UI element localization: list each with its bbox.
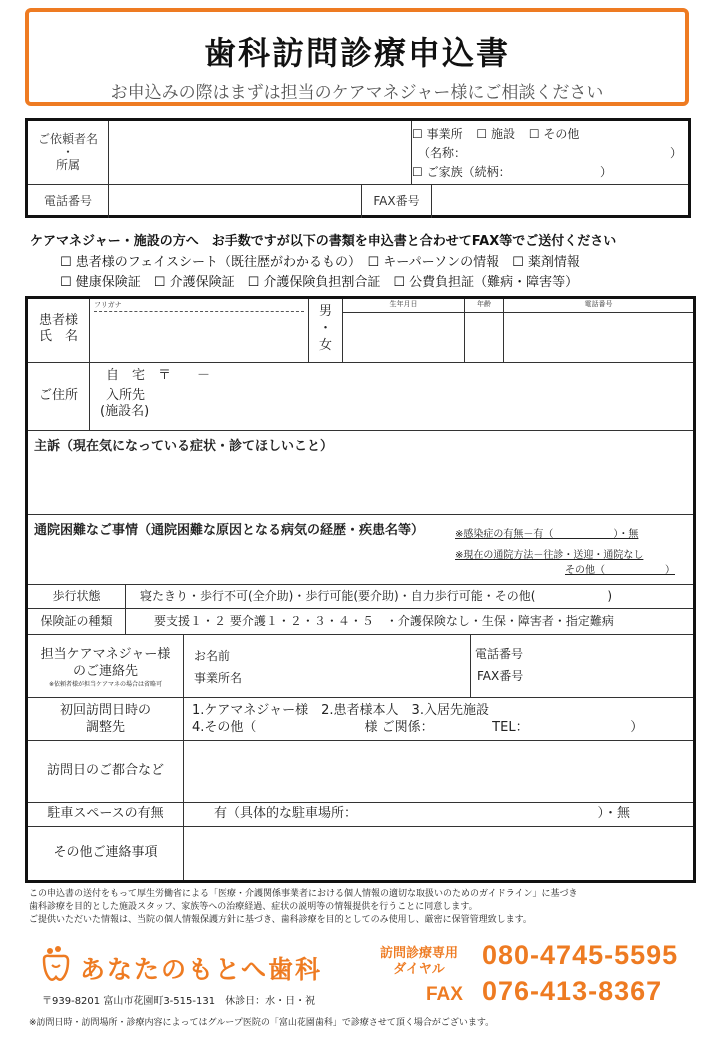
furigana-label: フリガナ — [94, 301, 122, 309]
complaint-label: 主訴（現在気になっている症状・診てほしいこと） — [34, 439, 334, 454]
hotline-label-1: 訪問診療専用 — [380, 946, 459, 961]
patient-sex-cell[interactable] — [308, 299, 342, 362]
clinic-address: 〒939-8201 富山市花園町3-515-131 休診日：水・日・祝 — [42, 996, 316, 1007]
address-home: 自 宅 〒 － — [106, 368, 211, 383]
requester-name-label-cell — [28, 121, 108, 184]
requester-type-cell — [411, 121, 688, 184]
fax-label: FAX — [426, 984, 463, 1005]
header-box — [25, 8, 689, 106]
address-facility-1: 入所先 — [106, 388, 146, 403]
first-visit-options-2: 4.その他（ 様 ご関係： TEL： ） — [192, 720, 644, 735]
visit-day-label — [28, 740, 183, 802]
hotline-label-2: ダイヤル — [393, 962, 445, 977]
address-label-text: ご住所 — [38, 388, 78, 403]
current-method-note-1: ※現在の通院方法－往診・送迎・通院なし — [455, 550, 644, 561]
parking-label-text: 駐車スペースの有無 — [47, 806, 164, 821]
cm-name-label: お名前 — [194, 649, 231, 663]
documents-line-2: ☐ 健康保険証 ☐ 介護保険証 ☐ 介護保険負担割合証 ☐ 公費負担証（難病・障害等） — [60, 275, 579, 290]
infection-note: ※感染症の有無－有（ ）・無 — [455, 529, 639, 540]
age-label: 年齢 — [465, 299, 503, 313]
tooth-logo-icon — [38, 945, 74, 983]
other-label-text: その他ご連絡事項 — [53, 845, 158, 860]
facility-name-field-end: ） — [670, 146, 683, 160]
patient-name-label — [28, 299, 89, 362]
consent-line-3: ご提供いただいた情報は、当院の個人情報保護方針に基づき、歯科診療を目的としてのみ使用し、厳密に保管管理致します。 — [29, 915, 532, 925]
consent-line-1: この申込書の送付をもって厚生労働省による「医療・介護関係事業者における個人情報の適切な取扱いのためのガイドライン」に基づき — [29, 889, 578, 899]
complaint-cell[interactable] — [28, 430, 693, 514]
patient-phone-cell[interactable] — [504, 299, 693, 362]
requester-family — [412, 163, 688, 182]
current-method-note-2: その他（ ） — [565, 565, 675, 576]
requester-name-field[interactable] — [108, 121, 411, 184]
first-visit-options-1: 1.ケアマネジャー様 2.患者様本人 3.入居先施設 — [192, 703, 489, 718]
cm-phone-label: 電話番号 — [475, 647, 524, 661]
hotline-label — [380, 946, 458, 978]
documents-line-1: ☐ 患者様のフェイスシート（既往歴がわかるもの） ☐ キーパーソンの情報 ☐ 薬剤情報 — [60, 255, 580, 270]
address-label — [28, 362, 89, 430]
first-visit-label-2: 調整先 — [85, 720, 125, 735]
cm-note: ※依頼者様が担当ケアマネの場合は省略可 — [48, 681, 163, 688]
first-visit-label-1: 初回訪問日時の — [59, 703, 151, 718]
patient-age-cell[interactable] — [464, 299, 504, 362]
requester-fax-field[interactable] — [431, 184, 688, 218]
page-title: 歯科訪問診療申込書 — [203, 34, 510, 72]
other-label — [28, 826, 183, 880]
patient-name-label-1: 患者様 — [38, 313, 78, 328]
insurance-options[interactable] — [125, 608, 693, 634]
parking-label — [28, 802, 183, 826]
sex-female[interactable]: 女 — [318, 338, 332, 353]
insurance-label — [28, 608, 125, 634]
patient-phone-label: 電話番号 — [504, 299, 693, 313]
consent-line-2: 歯科診療を目的とした施設スタッフ、家族等への治療経過、症状の説明等の情報提供を行うことに同意します。 — [29, 902, 478, 912]
requester-phone-label — [28, 184, 108, 218]
care-manager-label — [28, 634, 183, 697]
cm-label-2: のご連絡先 — [72, 664, 138, 679]
visit-day-label-text: 訪問日のご都合など — [46, 763, 164, 778]
checkbox-other[interactable]: ☐ その他 — [528, 127, 580, 141]
family-field-end: ） — [600, 165, 613, 179]
requester-name-label: ご依頼者名 — [37, 132, 98, 146]
sex-male[interactable]: 男 — [318, 304, 332, 319]
address-facility-2: (施設名) — [100, 404, 150, 419]
parking-options[interactable] — [183, 802, 693, 826]
requester-facility-name — [412, 144, 688, 163]
documents-notice — [30, 230, 710, 290]
requester-type-options — [412, 125, 688, 144]
patient-name-field[interactable] — [89, 299, 308, 362]
furigana-divider — [94, 311, 304, 312]
patient-table — [25, 296, 696, 883]
hotline-phone[interactable]: 080-4745-5595 — [482, 940, 679, 970]
parking-options-text: 有（具体的な駐車場所： ）・無 — [214, 806, 631, 821]
checkbox-office[interactable]: ☐ 事業所 — [412, 127, 463, 141]
requester-fax-label — [361, 184, 431, 218]
requester-table — [25, 118, 691, 218]
page-subtitle: お申込みの際はまずは担当のケアマネジャー様にご相談ください — [110, 83, 604, 103]
walking-options[interactable] — [125, 584, 693, 608]
walking-options-text: 寝たきり・歩行不可(全介助)・歩行可能(要介助)・自力歩行可能・その他( ) — [140, 589, 613, 603]
facility-name-field[interactable]: （名称： — [418, 146, 467, 160]
sex-dot: ・ — [318, 321, 332, 336]
first-visit-label — [28, 697, 183, 740]
requester-phone-text: 電話番号 — [43, 194, 92, 208]
walking-label — [28, 584, 125, 608]
address-field[interactable] — [89, 362, 693, 430]
care-manager-contact-field[interactable] — [470, 634, 693, 697]
visit-day-field[interactable] — [183, 740, 693, 802]
requester-affiliation-label: 所属 — [55, 158, 80, 172]
clinic-name: あなたのもとへ歯科 — [80, 955, 323, 984]
checkbox-family[interactable]: ☐ ご家族（続柄： — [412, 165, 511, 179]
fax-number[interactable]: 076-413-8367 — [482, 976, 663, 1006]
care-manager-name-field[interactable] — [183, 634, 470, 697]
requester-fax-text: FAX番号 — [373, 194, 420, 208]
patient-birth-cell[interactable] — [342, 299, 464, 362]
clinic-logo — [38, 945, 74, 987]
cm-label-1: 担当ケアマネジャー様 — [40, 647, 171, 662]
difficulty-label: 通院困難なご事情（通院困難な原因となる病気の経歴・疾患名等） — [34, 523, 425, 538]
cm-fax-label: FAX番号 — [477, 669, 524, 683]
difficulty-cell[interactable] — [28, 514, 693, 584]
requester-phone-field[interactable] — [108, 184, 361, 218]
walking-label-text: 歩行状態 — [52, 589, 101, 603]
checkbox-facility[interactable]: ☐ 施設 — [476, 127, 515, 141]
first-visit-options[interactable] — [183, 697, 693, 740]
other-field[interactable] — [183, 826, 693, 880]
insurance-options-text: 要支援１・２ 要介護１・２・３・４・５ ・介護保険なし・生保・障害者・指定難病 — [154, 614, 614, 628]
cm-office-label: 事業所名 — [194, 671, 243, 685]
requester-dot: ・ — [61, 145, 74, 159]
birth-label: 生年月日 — [343, 299, 464, 313]
patient-name-label-2: 氏 名 — [38, 329, 78, 344]
footer-note: ※訪問日時・訪問場所・診療内容によってはグループ医院の「富山花園歯科」で診療させて頂く場合がございます。 — [29, 1018, 495, 1028]
insurance-label-text: 保険証の種類 — [40, 614, 113, 628]
consent-text — [29, 888, 709, 927]
documents-heading: ケアマネジャー・施設の方へ お手数ですが以下の書類を申込書と合わせてFAX等でご送付ください — [30, 234, 617, 249]
